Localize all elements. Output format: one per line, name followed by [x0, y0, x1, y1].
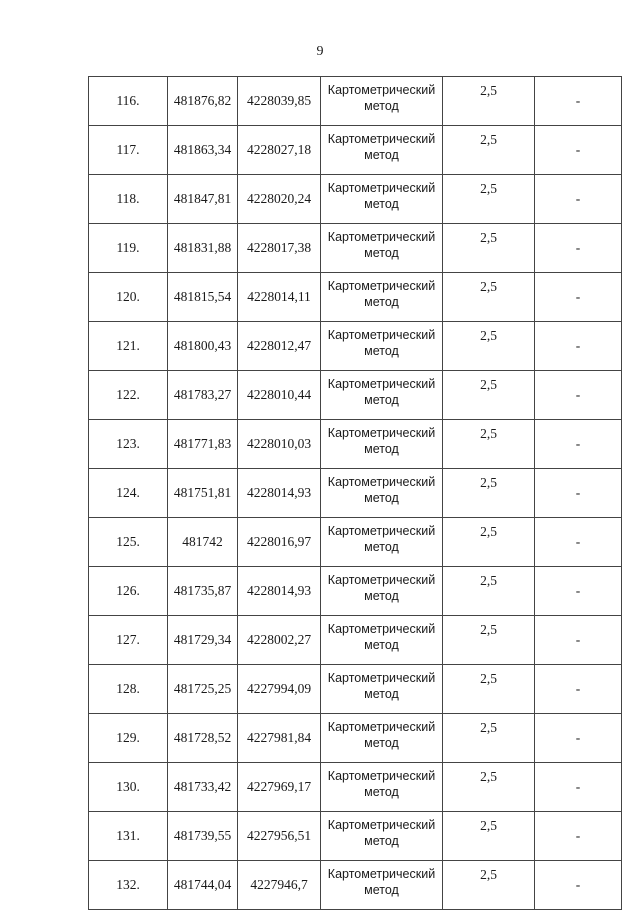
y-coordinate-cell: 4228039,85 [238, 77, 321, 126]
table-row [89, 861, 622, 910]
x-coordinate-cell: 481744,04 [168, 861, 238, 910]
table-row [89, 763, 622, 812]
x-coordinate-cell: 481847,81 [168, 175, 238, 224]
y-coordinate-cell: 4228016,97 [238, 518, 321, 567]
point-number-cell: 128. [89, 665, 168, 714]
y-coordinate-cell: 4227969,17 [238, 763, 321, 812]
table-row [89, 371, 622, 420]
note-cell: - [535, 322, 622, 371]
method-cell: Картометрический метод [321, 273, 443, 322]
point-number-cell: 118. [89, 175, 168, 224]
note-cell: - [535, 616, 622, 665]
method-cell: Картометрический метод [321, 714, 443, 763]
x-coordinate-cell: 481739,55 [168, 812, 238, 861]
y-coordinate-cell: 4228017,38 [238, 224, 321, 273]
table-row [89, 322, 622, 371]
point-number-cell: 129. [89, 714, 168, 763]
accuracy-cell: 2,5 [443, 371, 535, 420]
note-cell: - [535, 567, 622, 616]
x-coordinate-cell: 481815,54 [168, 273, 238, 322]
y-coordinate-cell: 4227981,84 [238, 714, 321, 763]
method-cell: Картометрический метод [321, 469, 443, 518]
method-cell: Картометрический метод [321, 77, 443, 126]
method-cell: Картометрический метод [321, 763, 443, 812]
table-row [89, 469, 622, 518]
y-coordinate-cell: 4228014,93 [238, 469, 321, 518]
accuracy-cell: 2,5 [443, 861, 535, 910]
y-coordinate-cell: 4228012,47 [238, 322, 321, 371]
accuracy-cell: 2,5 [443, 763, 535, 812]
x-coordinate-cell: 481735,87 [168, 567, 238, 616]
note-cell: - [535, 861, 622, 910]
point-number-cell: 126. [89, 567, 168, 616]
y-coordinate-cell: 4227994,09 [238, 665, 321, 714]
table-row [89, 126, 622, 175]
method-cell: Картометрический метод [321, 224, 443, 273]
accuracy-cell: 2,5 [443, 420, 535, 469]
note-cell: - [535, 224, 622, 273]
accuracy-cell: 2,5 [443, 126, 535, 175]
note-cell: - [535, 812, 622, 861]
table-row [89, 175, 622, 224]
method-cell: Картометрический метод [321, 665, 443, 714]
method-cell: Картометрический метод [321, 126, 443, 175]
note-cell: - [535, 371, 622, 420]
method-cell: Картометрический метод [321, 322, 443, 371]
point-number-cell: 123. [89, 420, 168, 469]
x-coordinate-cell: 481783,27 [168, 371, 238, 420]
note-cell: - [535, 714, 622, 763]
page-number: 9 [316, 44, 324, 59]
x-coordinate-cell: 481831,88 [168, 224, 238, 273]
y-coordinate-cell: 4228010,03 [238, 420, 321, 469]
x-coordinate-cell: 481751,81 [168, 469, 238, 518]
accuracy-cell: 2,5 [443, 224, 535, 273]
accuracy-cell: 2,5 [443, 616, 535, 665]
y-coordinate-cell: 4228027,18 [238, 126, 321, 175]
point-number-cell: 125. [89, 518, 168, 567]
table-row [89, 77, 622, 126]
accuracy-cell: 2,5 [443, 273, 535, 322]
note-cell: - [535, 469, 622, 518]
x-coordinate-cell: 481771,83 [168, 420, 238, 469]
method-cell: Картометрический метод [321, 861, 443, 910]
point-number-cell: 130. [89, 763, 168, 812]
note-cell: - [535, 665, 622, 714]
point-number-cell: 132. [89, 861, 168, 910]
y-coordinate-cell: 4228002,27 [238, 616, 321, 665]
note-cell: - [535, 175, 622, 224]
method-cell: Картометрический метод [321, 567, 443, 616]
table-row [89, 420, 622, 469]
note-cell: - [535, 77, 622, 126]
table-row [89, 273, 622, 322]
method-cell: Картометрический метод [321, 812, 443, 861]
y-coordinate-cell: 4227946,7 [238, 861, 321, 910]
accuracy-cell: 2,5 [443, 77, 535, 126]
x-coordinate-cell: 481742 [168, 518, 238, 567]
method-cell: Картометрический метод [321, 420, 443, 469]
y-coordinate-cell: 4228014,11 [238, 273, 321, 322]
point-number-cell: 121. [89, 322, 168, 371]
point-number-cell: 124. [89, 469, 168, 518]
y-coordinate-cell: 4228010,44 [238, 371, 321, 420]
accuracy-cell: 2,5 [443, 812, 535, 861]
y-coordinate-cell: 4227956,51 [238, 812, 321, 861]
accuracy-cell: 2,5 [443, 567, 535, 616]
point-number-cell: 119. [89, 224, 168, 273]
note-cell: - [535, 518, 622, 567]
x-coordinate-cell: 481729,34 [168, 616, 238, 665]
point-number-cell: 131. [89, 812, 168, 861]
point-number-cell: 122. [89, 371, 168, 420]
accuracy-cell: 2,5 [443, 175, 535, 224]
table-row [89, 812, 622, 861]
coordinates-table [88, 76, 622, 910]
point-number-cell: 120. [89, 273, 168, 322]
point-number-cell: 116. [89, 77, 168, 126]
x-coordinate-cell: 481725,25 [168, 665, 238, 714]
x-coordinate-cell: 481876,82 [168, 77, 238, 126]
method-cell: Картометрический метод [321, 175, 443, 224]
x-coordinate-cell: 481728,52 [168, 714, 238, 763]
accuracy-cell: 2,5 [443, 714, 535, 763]
coordinates-table-body [89, 77, 622, 910]
table-row [89, 665, 622, 714]
point-number-cell: 127. [89, 616, 168, 665]
x-coordinate-cell: 481733,42 [168, 763, 238, 812]
point-number-cell: 117. [89, 126, 168, 175]
table-row [89, 616, 622, 665]
note-cell: - [535, 273, 622, 322]
table-row [89, 224, 622, 273]
accuracy-cell: 2,5 [443, 665, 535, 714]
x-coordinate-cell: 481800,43 [168, 322, 238, 371]
accuracy-cell: 2,5 [443, 469, 535, 518]
table-row [89, 567, 622, 616]
method-cell: Картометрический метод [321, 616, 443, 665]
method-cell: Картометрический метод [321, 371, 443, 420]
table-row [89, 518, 622, 567]
accuracy-cell: 2,5 [443, 518, 535, 567]
y-coordinate-cell: 4228014,93 [238, 567, 321, 616]
x-coordinate-cell: 481863,34 [168, 126, 238, 175]
note-cell: - [535, 420, 622, 469]
note-cell: - [535, 763, 622, 812]
y-coordinate-cell: 4228020,24 [238, 175, 321, 224]
method-cell: Картометрический метод [321, 518, 443, 567]
table-row [89, 714, 622, 763]
accuracy-cell: 2,5 [443, 322, 535, 371]
note-cell: - [535, 126, 622, 175]
